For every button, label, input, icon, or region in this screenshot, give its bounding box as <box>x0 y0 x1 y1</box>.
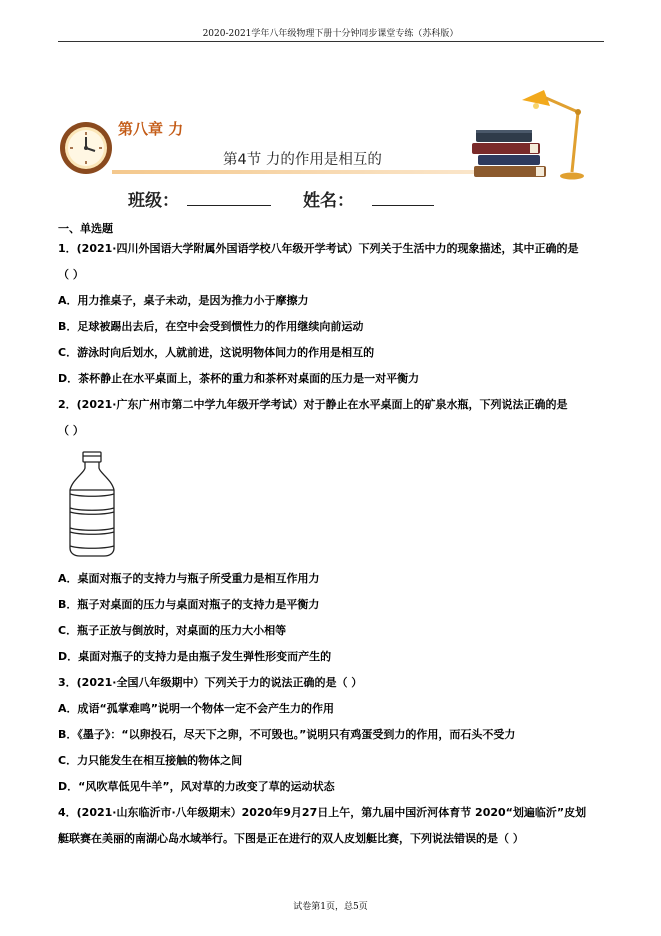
page-footer: 试卷第1页，总5页 <box>293 902 368 912</box>
q1-option-a: A．用力推桌子，桌子未动，是因为推力小于摩擦力 <box>58 294 309 307</box>
q2-paren: （ ） <box>58 424 84 437</box>
books-lamp-illustration <box>470 86 590 186</box>
accent-bar <box>112 170 517 174</box>
water-bottle-illustration <box>66 450 118 558</box>
q1-option-b: B．足球被踢出去后，在空中会受到惯性力的作用继续向前运动 <box>58 320 364 333</box>
chapter-title: 第八章 力 <box>118 120 184 138</box>
q2-stem: 2．(2021·广东广州市第二中学九年级开学考试）对于静止在水平桌面上的矿泉水瓶，下列说法正确的是 <box>58 398 568 411</box>
section-heading: 一、单选题 <box>58 222 113 235</box>
q3-option-b: B．《墨子》：“以卵投石，尽天下之卵，不可毁也。”说明只有鸡蛋受到力的作用，而石头不受力 <box>58 728 516 741</box>
q1-option-d: D．茶杯静止在水平桌面上，茶杯的重力和茶杯对桌面的压力是一对平衡力 <box>58 372 420 385</box>
class-label: 班级： <box>128 191 179 211</box>
class-input-line[interactable] <box>187 205 271 206</box>
header-divider <box>58 41 604 42</box>
q2-option-d: D．桌面对瓶子的支持力是由瓶子发生弹性形变而产生的 <box>58 650 332 663</box>
q2-option-a: A．桌面对瓶子的支持力与瓶子所受重力是相互作用力 <box>58 572 320 585</box>
q4-stem-line1: 4．(2021·山东临沂市·八年级期末）2020年9月27日上午，第九届中国沂河体育节 2020“划遍临沂”皮划 <box>58 806 587 819</box>
q3-option-a: A．成语“孤掌难鸣”说明一个物体一定不会产生力的作用 <box>58 702 334 715</box>
name-label: 姓名： <box>303 191 354 211</box>
q3-stem: 3．(2021·全国八年级期中）下列关于力的说法正确的是（ ） <box>58 676 363 689</box>
name-input-line[interactable] <box>372 205 434 206</box>
clock-icon <box>58 120 114 176</box>
q1-option-c: C．游泳时向后划水，人就前进，这说明物体间力的作用是相互的 <box>58 346 375 359</box>
q2-option-b: B．瓶子对桌面的压力与桌面对瓶子的支持力是平衡力 <box>58 598 320 611</box>
document-header: 2020-2021学年八年级物理下册十分钟同步课堂专练（苏科版） <box>202 29 459 39</box>
q1-paren: （ ） <box>58 268 84 281</box>
q2-option-c: C．瓶子正放与倒放时，对桌面的压力大小相等 <box>58 624 287 637</box>
q3-option-c: C．力只能发生在相互接触的物体之间 <box>58 754 243 767</box>
q1-stem: 1．(2021·四川外国语大学附属外国语学校八年级开学考试）下列关于生活中力的现象描述，其中正确的是 <box>58 242 579 255</box>
q3-option-d: D．“风吹草低见牛羊”，风对草的力改变了草的运动状态 <box>58 780 335 793</box>
section-title: 第4节 力的作用是相互的 <box>223 152 382 168</box>
q4-stem-line2: 艇联赛在美丽的南湖心岛水域举行。下图是正在进行的双人皮划艇比赛，下列说法错误的是（ ） <box>58 832 524 845</box>
